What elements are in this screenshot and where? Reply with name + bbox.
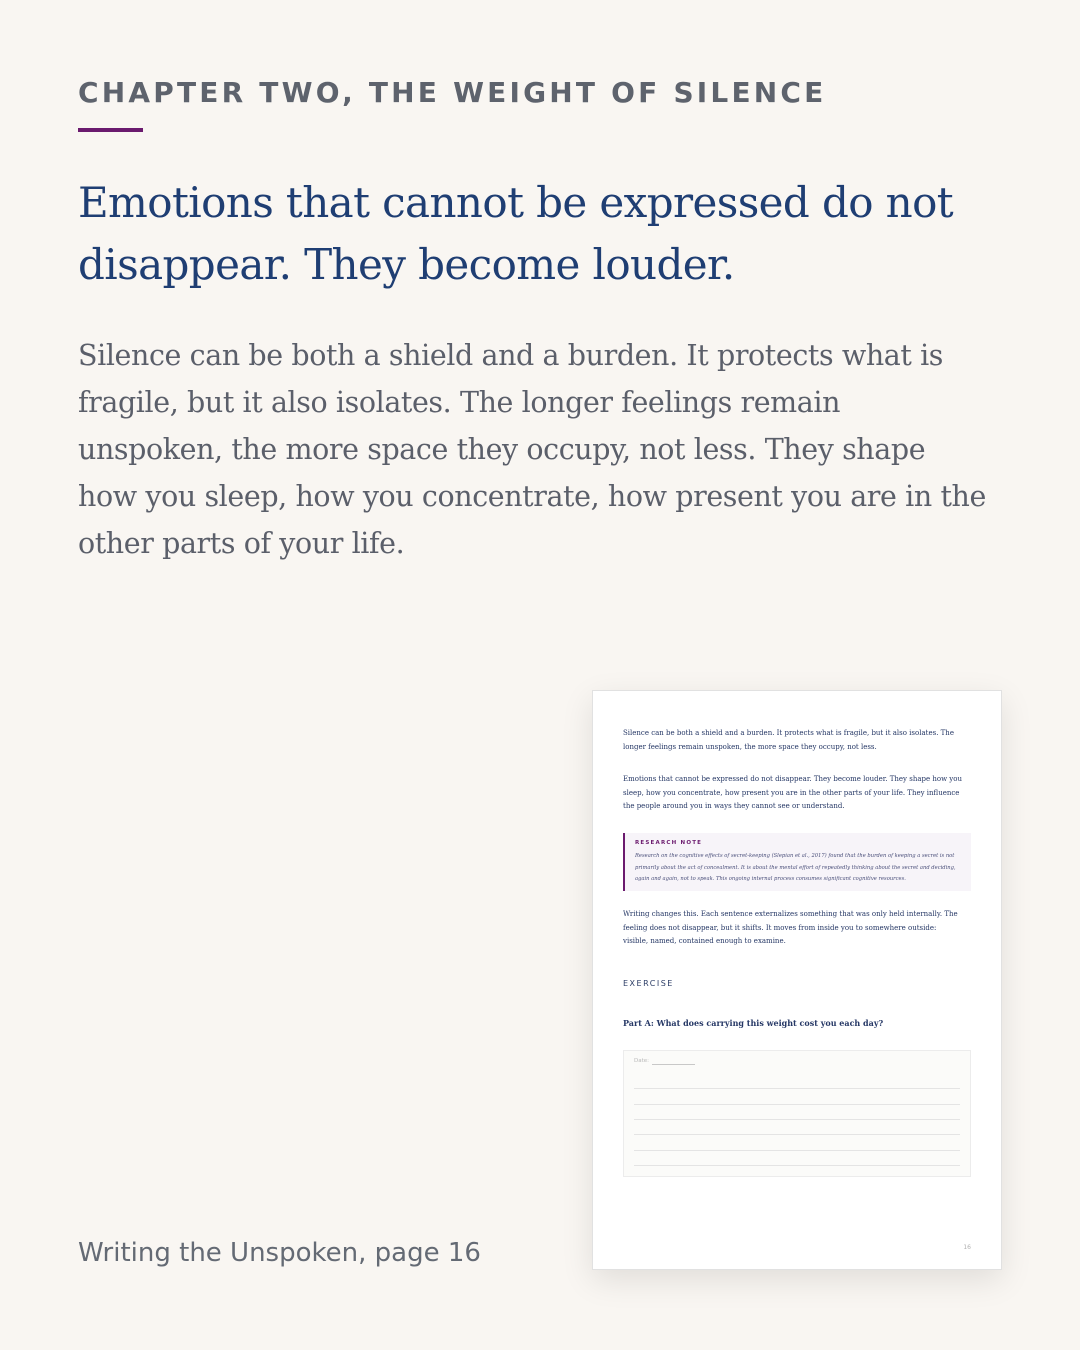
accent-rule bbox=[78, 128, 143, 132]
chapter-eyebrow: CHAPTER TWO, THE WEIGHT OF SILENCE bbox=[78, 76, 827, 109]
book-page-reference: Writing the Unspoken, page 16 bbox=[78, 1238, 481, 1268]
page-number: 16 bbox=[963, 1244, 971, 1251]
research-note-label: RESEARCH NOTE bbox=[635, 840, 703, 846]
page-paragraph-2: Emotions that cannot be expressed do not disappear. They become louder. They shape how you sleep, how you concentrate, how present you are in the other parts of your life. They influence the people around you in ways they cannot see or understand. bbox=[623, 775, 962, 810]
writing-line bbox=[634, 1104, 960, 1105]
exercise-label: EXERCISE bbox=[623, 979, 674, 988]
writing-line bbox=[634, 1088, 960, 1089]
writing-line bbox=[634, 1119, 960, 1120]
answer-box bbox=[623, 1050, 971, 1177]
headline: Emotions that cannot be expressed do not disappear. They become louder. bbox=[78, 178, 954, 289]
writing-line bbox=[634, 1134, 960, 1135]
page-paragraph-3: Writing changes this. Each sentence externalizes something that was only held internally. The feeling does not disappear, but it shifts. It moves from inside you to somewhere outside: visible, named, contained enough to examine. bbox=[623, 910, 958, 945]
body-paragraph: Silence can be both a shield and a burden. It protects what is fragile, but it also isolates. The longer feelings remain unspoken, the more space they occupy, not less. They shape how you sleep, how you concentrate, how present you are in the other parts of your life. bbox=[78, 339, 986, 560]
writing-line bbox=[634, 1165, 960, 1166]
book-page-preview bbox=[592, 690, 1002, 1270]
research-note-text: Research on the cognitive effects of secret-keeping (Slepian et al., 2017) found that the burden of keeping a secret is not primarily about the act of concealment. It is about the mental effort of repeatedly thinking about the secret and deciding, again and again, not to speak. This ongoing internal process consumes significant cognitive resources. bbox=[635, 853, 956, 882]
date-line bbox=[652, 1064, 695, 1065]
research-note bbox=[623, 833, 971, 891]
page-paragraph-1: Silence can be both a shield and a burden. It protects what is fragile, but it also isolates. The longer feelings remain unspoken, the more space they occupy, not less. bbox=[623, 729, 954, 751]
date-label: Date: bbox=[634, 1058, 649, 1064]
exercise-prompt: Part A: What does carrying this weight cost you each day? bbox=[623, 1018, 884, 1028]
writing-line bbox=[634, 1150, 960, 1151]
